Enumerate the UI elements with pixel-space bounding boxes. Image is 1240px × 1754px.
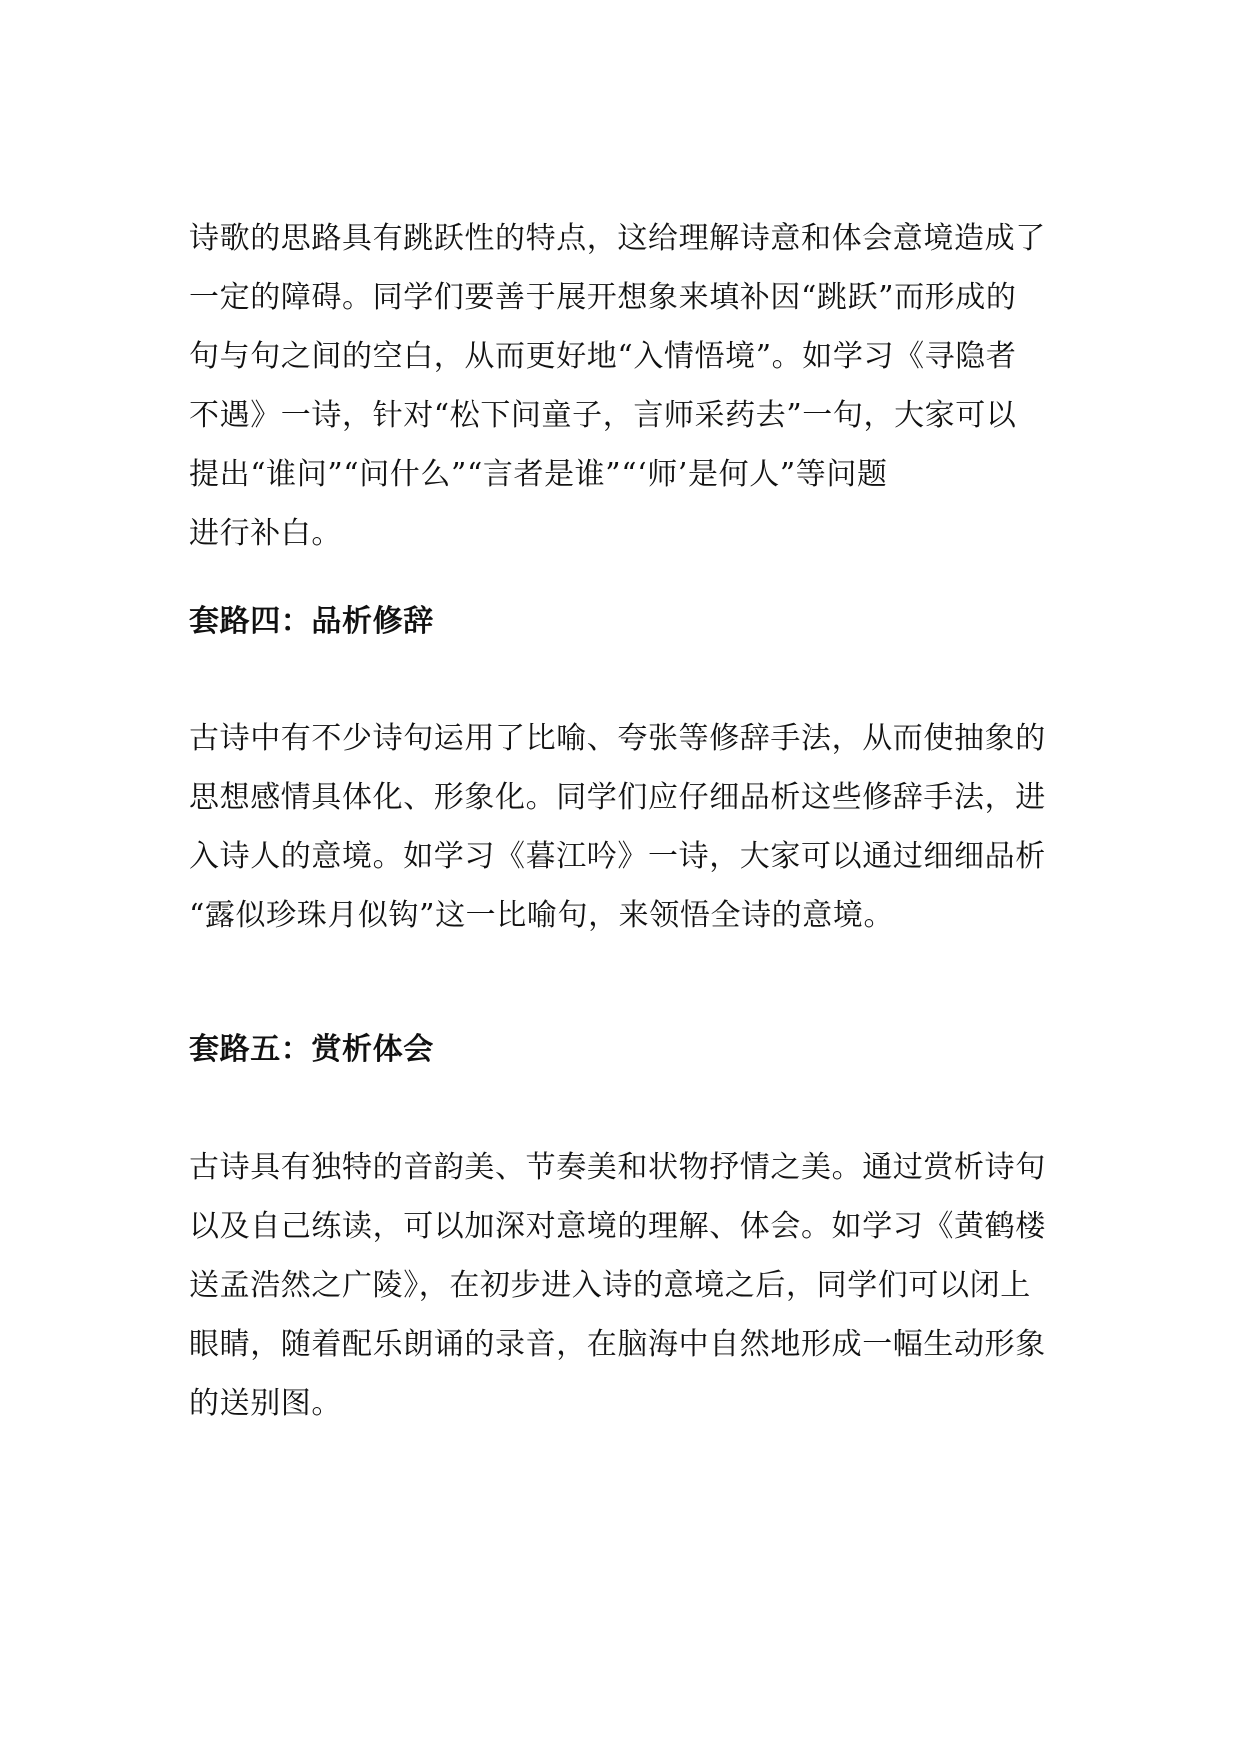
section-5-line-2: 以及自己练读，可以加深对意境的理解、体会。如学习《黄鹤楼 xyxy=(189,1209,1046,1244)
section-4-line-4: “露似珍珠月似钩”这一比喻句，来领悟全诗的意境。 xyxy=(189,898,895,933)
paragraph-1-line-1: 诗歌的思路具有跳跃性的特点，这给理解诗意和体会意境造成了 xyxy=(189,221,1046,256)
section-5-line-1: 古诗具有独特的音韵美、节奏美和状物抒情之美。通过赏析诗句 xyxy=(189,1150,1046,1185)
paragraph-1-line-5: 提出“谁问”“问什么”“言者是谁”“‘师’是何人”等问题 xyxy=(189,457,888,492)
section-4-line-2: 思想感情具体化、形象化。同学们应仔细品析这些修辞手法，进 xyxy=(189,780,1046,815)
section-5-line-5: 的送别图。 xyxy=(189,1386,342,1421)
paragraph-1-line-6: 进行补白。 xyxy=(189,516,342,551)
section-5-heading: 套路五：赏析体会 xyxy=(189,1032,434,1067)
section-5-line-3: 送孟浩然之广陵》，在初步进入诗的意境之后，同学们可以闭上 xyxy=(189,1268,1031,1303)
paragraph-1-line-3: 句与句之间的空白，从而更好地“入情悟境”。如学习《寻隐者 xyxy=(189,339,1017,374)
paragraph-1-line-2: 一定的障碍。同学们要善于展开想象来填补因“跳跃”而形成的 xyxy=(189,280,1017,315)
paragraph-1-line-4: 不遇》一诗，针对“松下问童子，言师采药去”一句，大家可以 xyxy=(189,398,1017,433)
section-4-line-3: 入诗人的意境。如学习《暮江吟》一诗，大家可以通过细细品析 xyxy=(189,839,1046,874)
section-4-line-1: 古诗中有不少诗句运用了比喻、夸张等修辞手法，从而使抽象的 xyxy=(189,721,1046,756)
section-5-line-4: 眼睛，随着配乐朗诵的录音，在脑海中自然地形成一幅生动形象 xyxy=(189,1327,1046,1362)
section-4-heading: 套路四：品析修辞 xyxy=(189,604,434,639)
